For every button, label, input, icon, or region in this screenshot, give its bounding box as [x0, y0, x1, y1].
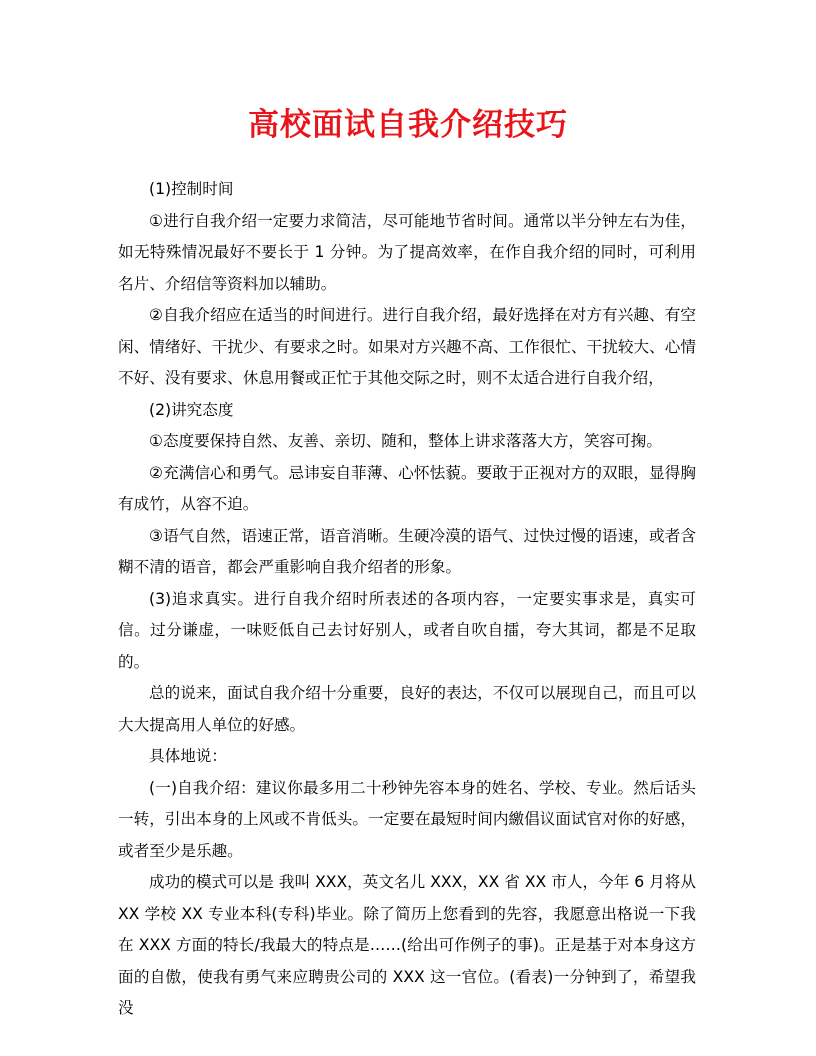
- paragraph: (3)追求真实。进行自我介绍时所表述的各项内容，一定要实事求是，真实可信。过分谦虚，一味贬低自己去讨好别人，或者自吹自擂，夸大其词，都是不足取的。: [118, 589, 696, 671]
- paragraph: 具体地说：: [149, 747, 227, 765]
- paragraph-heading-control-time: (1)控制时间: [149, 180, 234, 198]
- paragraph: ①态度要保持自然、友善、亲切、随和，整体上讲求落落大方，笑容可掬。: [149, 432, 662, 450]
- paragraph: 总的说来，面试自我介绍十分重要，良好的表达，不仅可以展现自己，而且可以大大提高用人单位的好感。: [118, 684, 696, 734]
- paragraph-heading-attitude: (2)讲究态度: [149, 400, 234, 419]
- paragraph: 成功的模式可以是 我叫 XXX，英文名儿 XXX，XX 省 XX 市人，今年 6 月将从 XX 学校 XX 专业本科(专科)毕业。除了简历上您看到的先容，我愿意出格说一下我在 XXX 方面的特长/我最大的特点是……(给出可作例子的事)。正是基于对本身这方面的自傲，使我有勇气来应聘贵公司的 XXX 这一官位。(看表)一分钟到了，希望我没: [118, 873, 696, 1017]
- paragraph: ②充满信心和勇气。忌讳妄自菲薄、心怀怯藐。要敢于正视对方的双眼，显得胸有成竹，从容不迫。: [118, 463, 696, 513]
- paragraph: ①进行自我介绍一定要力求简洁，尽可能地节省时间。通常以半分钟左右为佳，如无特殊情况最好不要长于 1 分钟。为了提高效率，在作自我介绍的同时，可利用名片、介绍信等资料加以辅助。: [118, 211, 696, 293]
- paragraph: ②自我介绍应在适当的时间进行。进行自我介绍，最好选择在对方有兴趣、有空闲、情绪好、干扰少、有要求之时。如果对方兴趣不高、工作很忙、干扰较大、心情不好、没有要求、休息用餐或正忙于其他交际之时，则不太适合进行自我介绍，: [118, 306, 696, 387]
- paragraph: (一)自我介绍：建议你最多用二十秒钟先容本身的姓名、学校、专业。然后话头一转，引出本身的上风或不肯低头。一定要在最短时间内繳倡议面试官对你的好感，或者至少是乐趣。: [118, 778, 696, 860]
- paragraph: ③语气自然，语速正常，语音消晰。生硬冷漠的语气、过快过慢的语速，或者含糊不清的语音，都会严重影响自我介绍者的形象。: [118, 526, 696, 576]
- document-body: [118, 174, 696, 1025]
- document-title: 高校面试自我介绍技巧: [248, 107, 568, 143]
